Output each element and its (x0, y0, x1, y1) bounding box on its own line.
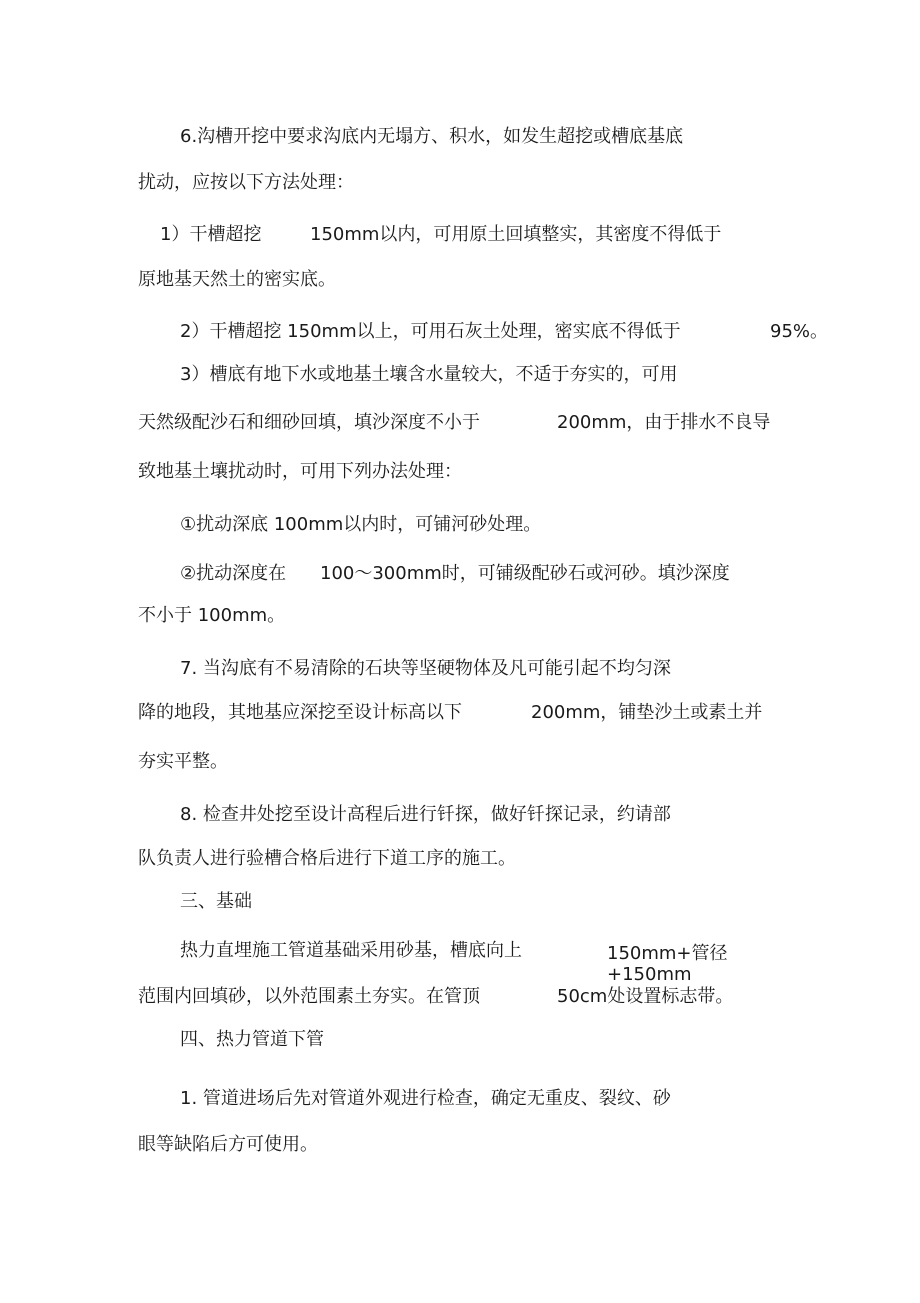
heading-pipe-lowering: 四、热力管道下管 (180, 1029, 324, 1050)
circled-item-2-line-2: 不小于 100mm。 (138, 605, 286, 626)
item-3-line-2a: 天然级配沙石和细砂回填，填沙深度不小于 (138, 412, 480, 433)
pipe-item-1-line-1: 1. 管道进场后先对管道外观进行检查，确定无重皮、裂纹、砂 (180, 1088, 671, 1109)
section-7-line-3: 夯实平整。 (138, 751, 228, 772)
section-6-line-2: 扰动，应按以下方法处理： (138, 172, 354, 193)
item-1-text: 150mm以内，可用原土回填整实，其密度不得低于 (310, 224, 722, 245)
section-6-line-1: 6.沟槽开挖中要求沟底内无塌方、积水，如发生超挖或槽底基底 (180, 126, 684, 147)
section-7-line-1: 7. 当沟底有不易清除的石块等坚硬物体及凡可能引起不均匀深 (180, 658, 671, 679)
section-7-line-2b: 200mm，铺垫沙土或素土并 (531, 702, 763, 723)
circled-item-1: ①扰动深底 100mm以内时，可铺河砂处理。 (180, 514, 542, 535)
pipe-item-1-line-2: 眼等缺陷后方可使用。 (138, 1134, 318, 1155)
item-2-percent: 95%。 (770, 321, 829, 342)
item-2-text: 2）干槽超挖 150mm以上，可用石灰土处理，密实底不得低于 (180, 321, 681, 342)
heading-foundation: 三、基础 (180, 891, 252, 912)
circled-item-2-label: ②扰动深度在 (180, 563, 287, 584)
foundation-line-1a: 热力直埋施工管道基础采用砂基，槽底向上 (180, 940, 522, 961)
item-3-line-1: 3）槽底有地下水或地基土壤含水量较大，不适于夯实的，可用 (180, 364, 678, 385)
foundation-line-2a: 范围内回填砂，以外范围素土夯实。在管顶 (138, 986, 480, 1007)
section-8-line-2: 队负责人进行验槽合格后进行下道工序的施工。 (138, 848, 516, 869)
foundation-line-2b: 50cm处设置标志带。 (557, 986, 734, 1007)
section-7-line-2a: 降的地段，其地基应深挖至设计标高以下 (138, 702, 462, 723)
item-3-line-2b: 200mm，由于排水不良导 (557, 412, 771, 433)
circled-item-2-text: 100～300mm时，可铺级配砂石或河砂。填沙深度 (320, 563, 730, 584)
foundation-line-1c: +150mm (607, 964, 692, 985)
section-8-line-1: 8. 检查井处挖至设计高程后进行钎探，做好钎探记录，约请部 (180, 804, 671, 825)
item-1-label: 1）干槽超挖 (160, 224, 262, 245)
foundation-line-1b: 150mm+管径 (607, 943, 728, 964)
item-1-line-2: 原地基天然土的密实底。 (138, 269, 336, 290)
item-3-line-3: 致地基土壤扰动时，可用下列办法处理： (138, 461, 462, 482)
